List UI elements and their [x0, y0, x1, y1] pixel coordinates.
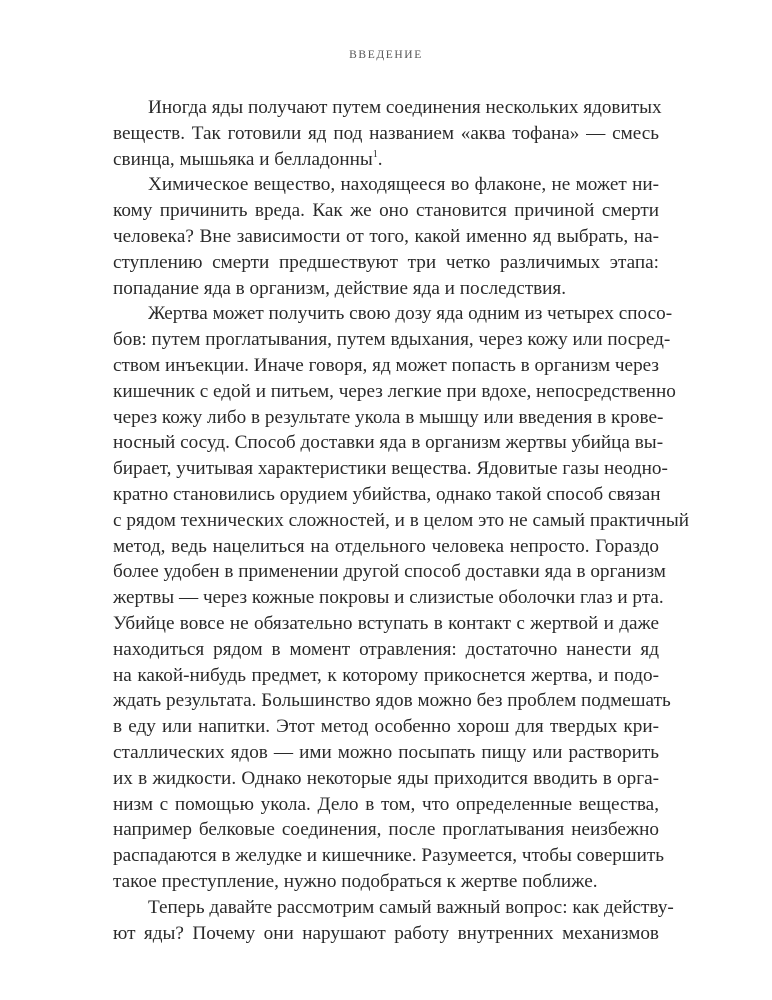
- text-line: [113, 766, 659, 792]
- line-text: на какой-нибудь предмет, к которому прикоснется жертва, и подо-: [113, 664, 659, 686]
- text-line: [113, 714, 659, 740]
- text-line: [113, 843, 665, 869]
- line-text: ством инъекции. Иначе говоря, яд может попасть в организм через: [113, 354, 659, 376]
- line-text: например белковые соединения, после проглатывания неизбежно: [113, 819, 659, 841]
- line-text: низм с помощью укола. Дело в том, что определенные вещества,: [113, 793, 659, 815]
- text-line: [113, 611, 659, 637]
- footnote-marker[interactable]: 1: [372, 148, 378, 160]
- paragraph: [113, 301, 689, 894]
- paragraph: [113, 172, 659, 301]
- line-text: кратно становились орудием убийства, однако такой способ связан: [113, 483, 661, 505]
- text-line: [113, 301, 673, 327]
- line-text: их в жидкости. Однако некоторые яды приходится вводить в орга-: [113, 767, 659, 789]
- text-line: [113, 921, 659, 947]
- line-text: ступлению смерти предшествуют три четко различимых этапа:: [113, 251, 659, 273]
- text-line: [113, 895, 674, 921]
- body-text: [113, 95, 689, 946]
- paragraph: [113, 95, 662, 172]
- text-line: [113, 172, 659, 198]
- line-text: кому причинить вреда. Как же оно становится причиной смерти: [113, 200, 659, 222]
- line-text: распадаются в желудке и кишечнике. Разумеется, чтобы совершить: [113, 845, 665, 867]
- line-text: метод, ведь нацелиться на отдельного человека непросто. Гораздо: [113, 535, 659, 557]
- text-line: [113, 740, 659, 766]
- text-line: [113, 663, 659, 689]
- text-line: [113, 327, 671, 353]
- text-line: [113, 482, 659, 508]
- text-line: [113, 224, 659, 250]
- text-line: [113, 147, 659, 173]
- line-text: ждать результата. Большинство ядов можно без проблем подмешать: [113, 690, 671, 712]
- text-line: [113, 508, 689, 534]
- text-line: [113, 121, 659, 147]
- line-text: такое преступление, нужно подобраться к жертве поближе.: [113, 870, 598, 892]
- text-line: [113, 534, 659, 560]
- line-text: находиться рядом в момент отравления: достаточно нанести яд: [113, 638, 659, 660]
- line-text: Химическое вещество, находящееся во флаконе, не может ни-: [148, 174, 659, 196]
- line-text: Убийце вовсе не обязательно вступать в контакт с жертвой и даже: [113, 612, 659, 634]
- line-text: жертвы — через кожные покровы и слизистые оболочки глаз и рта.: [113, 587, 664, 609]
- line-text: носный сосуд. Способ доставки яда в организм жертвы убийца вы-: [113, 432, 664, 454]
- text-line: [113, 379, 676, 405]
- line-text: веществ. Так готовили яд под названием «аква тофана» — смесь: [113, 122, 659, 144]
- text-line: [113, 817, 659, 843]
- text-line: [113, 559, 666, 585]
- line-text: бирает, учитывая характеристики вещества. Ядовитые газы неодно-: [113, 458, 668, 480]
- line-text: в еду или напитки. Этот метод особенно хорош для твердых кри-: [113, 716, 659, 738]
- line-text: бов: путем проглатывания, путем вдыхания, через кожу или посред-: [113, 329, 671, 351]
- text-line: [113, 585, 664, 611]
- text-line: [113, 688, 671, 714]
- line-text: кишечник с едой и питьем, через легкие при вдохе, непосредственно: [113, 380, 676, 402]
- text-line: [113, 637, 659, 663]
- line-text: человека? Вне зависимости от того, какой именно яд выбрать, на-: [113, 225, 659, 247]
- text-line: [113, 276, 659, 302]
- text-line: [113, 456, 668, 482]
- text-line: [113, 198, 659, 224]
- line-text: с рядом технических сложностей, и в целом это не самый практичный: [113, 509, 689, 531]
- line-end: .: [377, 148, 383, 170]
- line-text: более удобен в применении другой способ доставки яда в организм: [113, 561, 666, 583]
- line-text: попадание яда в организм, действие яда и последствия.: [113, 277, 567, 299]
- running-head: ВВЕДЕНИЕ: [349, 49, 423, 61]
- line-text: Теперь давайте рассмотрим самый важный вопрос: как действу-: [148, 896, 674, 918]
- text-line: [113, 405, 664, 431]
- line-text: свинца, мышьяка и белладонны: [113, 148, 373, 170]
- text-line: [113, 430, 664, 456]
- line-text: ют яды? Почему они нарушают работу внутренних механизмов: [113, 922, 659, 944]
- line-text: Иногда яды получают путем соединения нескольких ядовитых: [148, 97, 662, 118]
- text-line: [113, 95, 662, 121]
- text-line: [113, 250, 659, 276]
- text-line: [113, 869, 659, 895]
- text-line: [113, 792, 659, 818]
- line-text: через кожу либо в результате укола в мышцу или введения в крове-: [113, 406, 664, 428]
- line-text: сталлических ядов — ими можно посыпать пищу или растворить: [113, 741, 659, 763]
- line-text: Жертва может получить свою дозу яда одним из четырех спосо-: [148, 303, 673, 325]
- paragraph: [113, 895, 674, 947]
- text-line: [113, 353, 659, 379]
